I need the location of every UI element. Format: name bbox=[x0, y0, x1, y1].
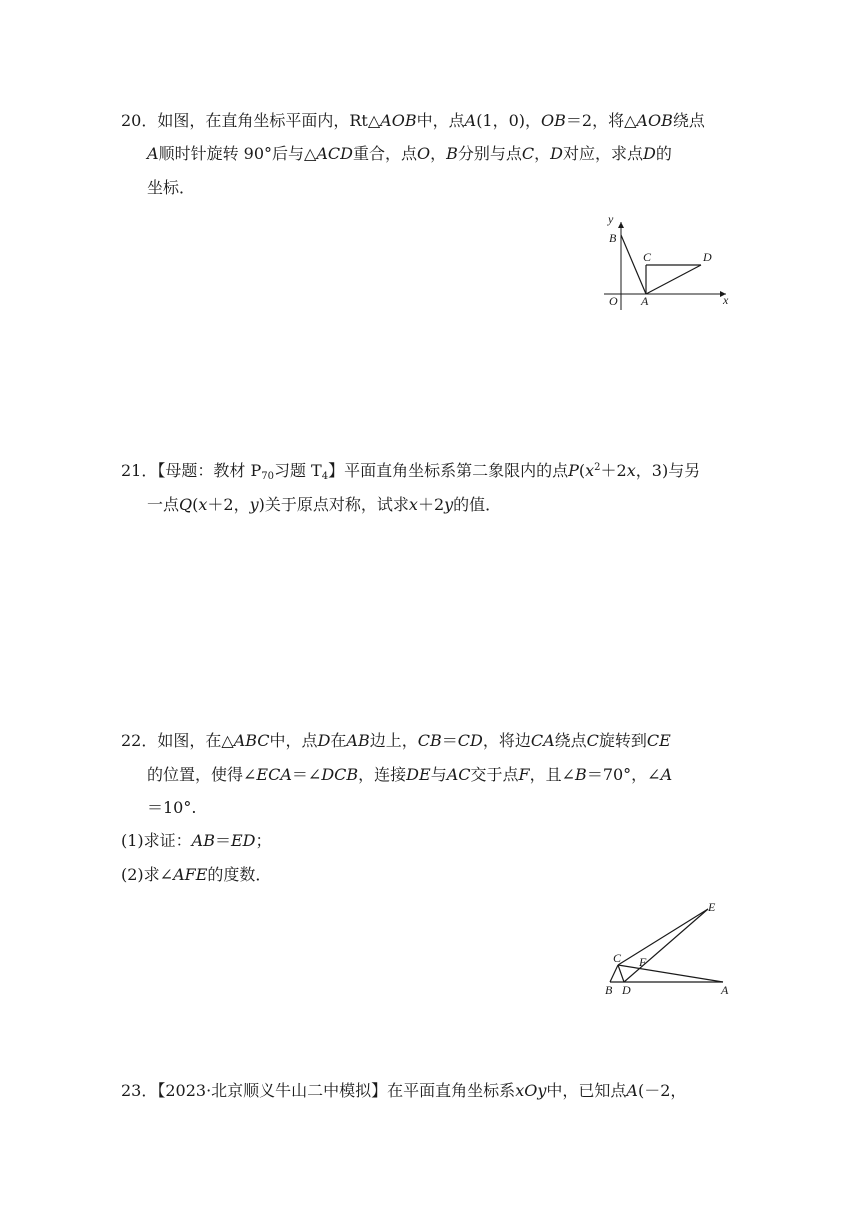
label-C: C bbox=[643, 250, 652, 264]
q22-line-3 bbox=[147, 797, 196, 819]
q22-text: 绕点 bbox=[554, 731, 587, 750]
q20-var: ACD bbox=[316, 144, 353, 163]
label-E: E bbox=[708, 900, 716, 914]
q21-text: ＋2， bbox=[207, 495, 250, 514]
q21-line-2 bbox=[147, 494, 501, 516]
q22-var: ED bbox=[231, 831, 256, 850]
q20-text: 分别与点 bbox=[457, 144, 522, 163]
q20-text: 的 bbox=[655, 144, 672, 163]
q20-var: AOB bbox=[636, 111, 673, 130]
label-y: y bbox=[608, 212, 614, 226]
q22-var: D bbox=[317, 731, 331, 750]
q22-text: 在 bbox=[330, 731, 347, 750]
q21-text: ( bbox=[192, 495, 199, 514]
q20-var: C bbox=[521, 144, 535, 163]
q21-var: x bbox=[626, 461, 636, 480]
q21-sup: 2 bbox=[594, 462, 601, 473]
q22-text: 如图，在△ bbox=[157, 731, 234, 750]
q21-var: y bbox=[249, 495, 259, 514]
q22-text: ，连接 bbox=[358, 765, 407, 784]
q22-line-1 bbox=[121, 730, 671, 752]
q22-text: 的位置，使得∠ bbox=[147, 765, 257, 784]
q22-var: CB bbox=[417, 731, 442, 750]
q23-text: (－2， bbox=[637, 1081, 687, 1100]
q21-text: 】平面直角坐标系第二象限内的点 bbox=[328, 461, 569, 480]
q22-var: A bbox=[660, 765, 673, 784]
q22-part-2 bbox=[121, 864, 271, 886]
label-A: A bbox=[641, 294, 649, 308]
segment-CB bbox=[610, 965, 618, 982]
q22-number: 22． bbox=[121, 731, 158, 750]
q22-text: ＝10°. bbox=[147, 798, 197, 817]
segment-AB bbox=[621, 235, 646, 294]
q22-var: C bbox=[586, 731, 599, 750]
q22-var: DE bbox=[406, 765, 431, 784]
q22-var: B bbox=[575, 765, 587, 784]
q20-text: 中，点 bbox=[416, 111, 465, 130]
q22-text: (2)求∠ bbox=[121, 865, 174, 884]
q20-var: OB bbox=[541, 111, 566, 130]
q21-text: ＋2 bbox=[417, 495, 445, 514]
q22-text: 交于点 bbox=[470, 765, 519, 784]
q22-text: ＝70°，∠ bbox=[586, 765, 661, 784]
q21-text: ，3)与另 bbox=[635, 461, 701, 480]
q20-var: O bbox=[416, 144, 431, 163]
q20-var: A bbox=[464, 111, 477, 130]
q22-text: ＝ bbox=[214, 831, 231, 850]
q22-text: 边上， bbox=[369, 731, 418, 750]
q21-text: 【母题：教材 P bbox=[157, 461, 262, 480]
q20-text: 坐标． bbox=[147, 178, 196, 197]
q21-sub: 4 bbox=[321, 471, 329, 482]
q22-text: 与 bbox=[430, 765, 447, 784]
q20-line-3 bbox=[147, 177, 195, 199]
q22-var: F bbox=[518, 765, 530, 784]
segment-CD bbox=[618, 965, 624, 982]
q23-text: 【2023·北京顺义牛山二中模拟】在平面直角坐标系 bbox=[157, 1081, 516, 1100]
q20-text: (1，0)， bbox=[476, 111, 542, 130]
q22-text: 中，点 bbox=[269, 731, 318, 750]
q21-var: x bbox=[408, 495, 418, 514]
q21-number: 21． bbox=[121, 461, 158, 480]
q21-var: Q bbox=[179, 495, 193, 514]
q21-var: x bbox=[585, 461, 595, 480]
segment-DE bbox=[624, 909, 708, 982]
q22-text: ； bbox=[255, 831, 272, 850]
q21-var: y bbox=[444, 495, 454, 514]
q22-var: ECA bbox=[256, 765, 292, 784]
q23-text: 中，已知点 bbox=[546, 1081, 627, 1100]
label-A: A bbox=[721, 983, 729, 997]
q23-var: A bbox=[626, 1081, 638, 1100]
q20-var: B bbox=[446, 144, 458, 163]
q20-text: ＝2，将△ bbox=[565, 111, 637, 130]
q20-var: A bbox=[147, 144, 159, 163]
segment-CE bbox=[618, 909, 708, 965]
q23-number: 23． bbox=[121, 1081, 158, 1100]
q20-line-2 bbox=[147, 143, 672, 165]
q21-text: ( bbox=[578, 461, 586, 480]
label-F: F bbox=[639, 955, 647, 969]
q20-line-1 bbox=[121, 110, 705, 132]
q23-line-1 bbox=[121, 1080, 686, 1102]
q21-text: 的值． bbox=[453, 495, 502, 514]
label-D: D bbox=[703, 250, 712, 264]
q22-var: AFE bbox=[173, 865, 208, 884]
q20-number: 20． bbox=[121, 111, 158, 130]
q21-text: )关于原点对称，试求 bbox=[258, 495, 409, 514]
q20-text: ， bbox=[430, 144, 447, 163]
q22-text: 的度数． bbox=[207, 865, 272, 884]
q20-text: 如图，在直角坐标平面内，Rt△ bbox=[157, 111, 381, 130]
q21-var: P bbox=[568, 461, 579, 480]
q21-line-1 bbox=[121, 460, 700, 482]
q22-figure bbox=[600, 896, 740, 1000]
q22-var: AB bbox=[191, 831, 215, 850]
q22-text: (1)求证： bbox=[121, 831, 192, 850]
q21-sub: 70 bbox=[261, 471, 274, 482]
q20-text: 绕点 bbox=[672, 111, 705, 130]
q20-var: D bbox=[550, 144, 563, 163]
q23-var: xOy bbox=[515, 1081, 547, 1100]
q20-text: ， bbox=[534, 144, 551, 163]
q20-figure bbox=[600, 208, 740, 312]
q20-text: 重合，点 bbox=[352, 144, 417, 163]
q22-var: CD bbox=[457, 731, 483, 750]
label-O: O bbox=[609, 294, 618, 308]
q22-var: CE bbox=[646, 731, 671, 750]
q20-var: D bbox=[643, 144, 656, 163]
q21-text: 一点 bbox=[147, 495, 180, 514]
q22-text: ＝∠ bbox=[291, 765, 322, 784]
q22-part-1 bbox=[121, 830, 272, 852]
label-D: D bbox=[622, 983, 631, 997]
label-B: B bbox=[605, 983, 613, 997]
q22-text: ＝ bbox=[441, 731, 458, 750]
q20-text: 顺时针旋转 90°后与△ bbox=[158, 144, 317, 163]
q20-var: AOB bbox=[380, 111, 417, 130]
segment-AD bbox=[646, 265, 701, 294]
label-C: C bbox=[613, 951, 622, 965]
q22-text: ，将边 bbox=[482, 731, 531, 750]
label-B: B bbox=[609, 231, 617, 245]
q22-var: DCB bbox=[321, 765, 359, 784]
q22-text: ，且∠ bbox=[529, 765, 576, 784]
q22-var: CA bbox=[530, 731, 555, 750]
q22-line-2 bbox=[147, 764, 672, 786]
q22-var: ABC bbox=[233, 731, 270, 750]
q22-var: AC bbox=[446, 765, 471, 784]
q22-text: 旋转到 bbox=[598, 731, 647, 750]
q21-var: x bbox=[198, 495, 208, 514]
label-x: x bbox=[723, 293, 729, 307]
q20-text: 对应，求点 bbox=[562, 144, 643, 163]
q21-text: ＋2 bbox=[600, 461, 627, 480]
q22-var: AB bbox=[346, 731, 370, 750]
q21-text: 习题 T bbox=[273, 461, 322, 480]
